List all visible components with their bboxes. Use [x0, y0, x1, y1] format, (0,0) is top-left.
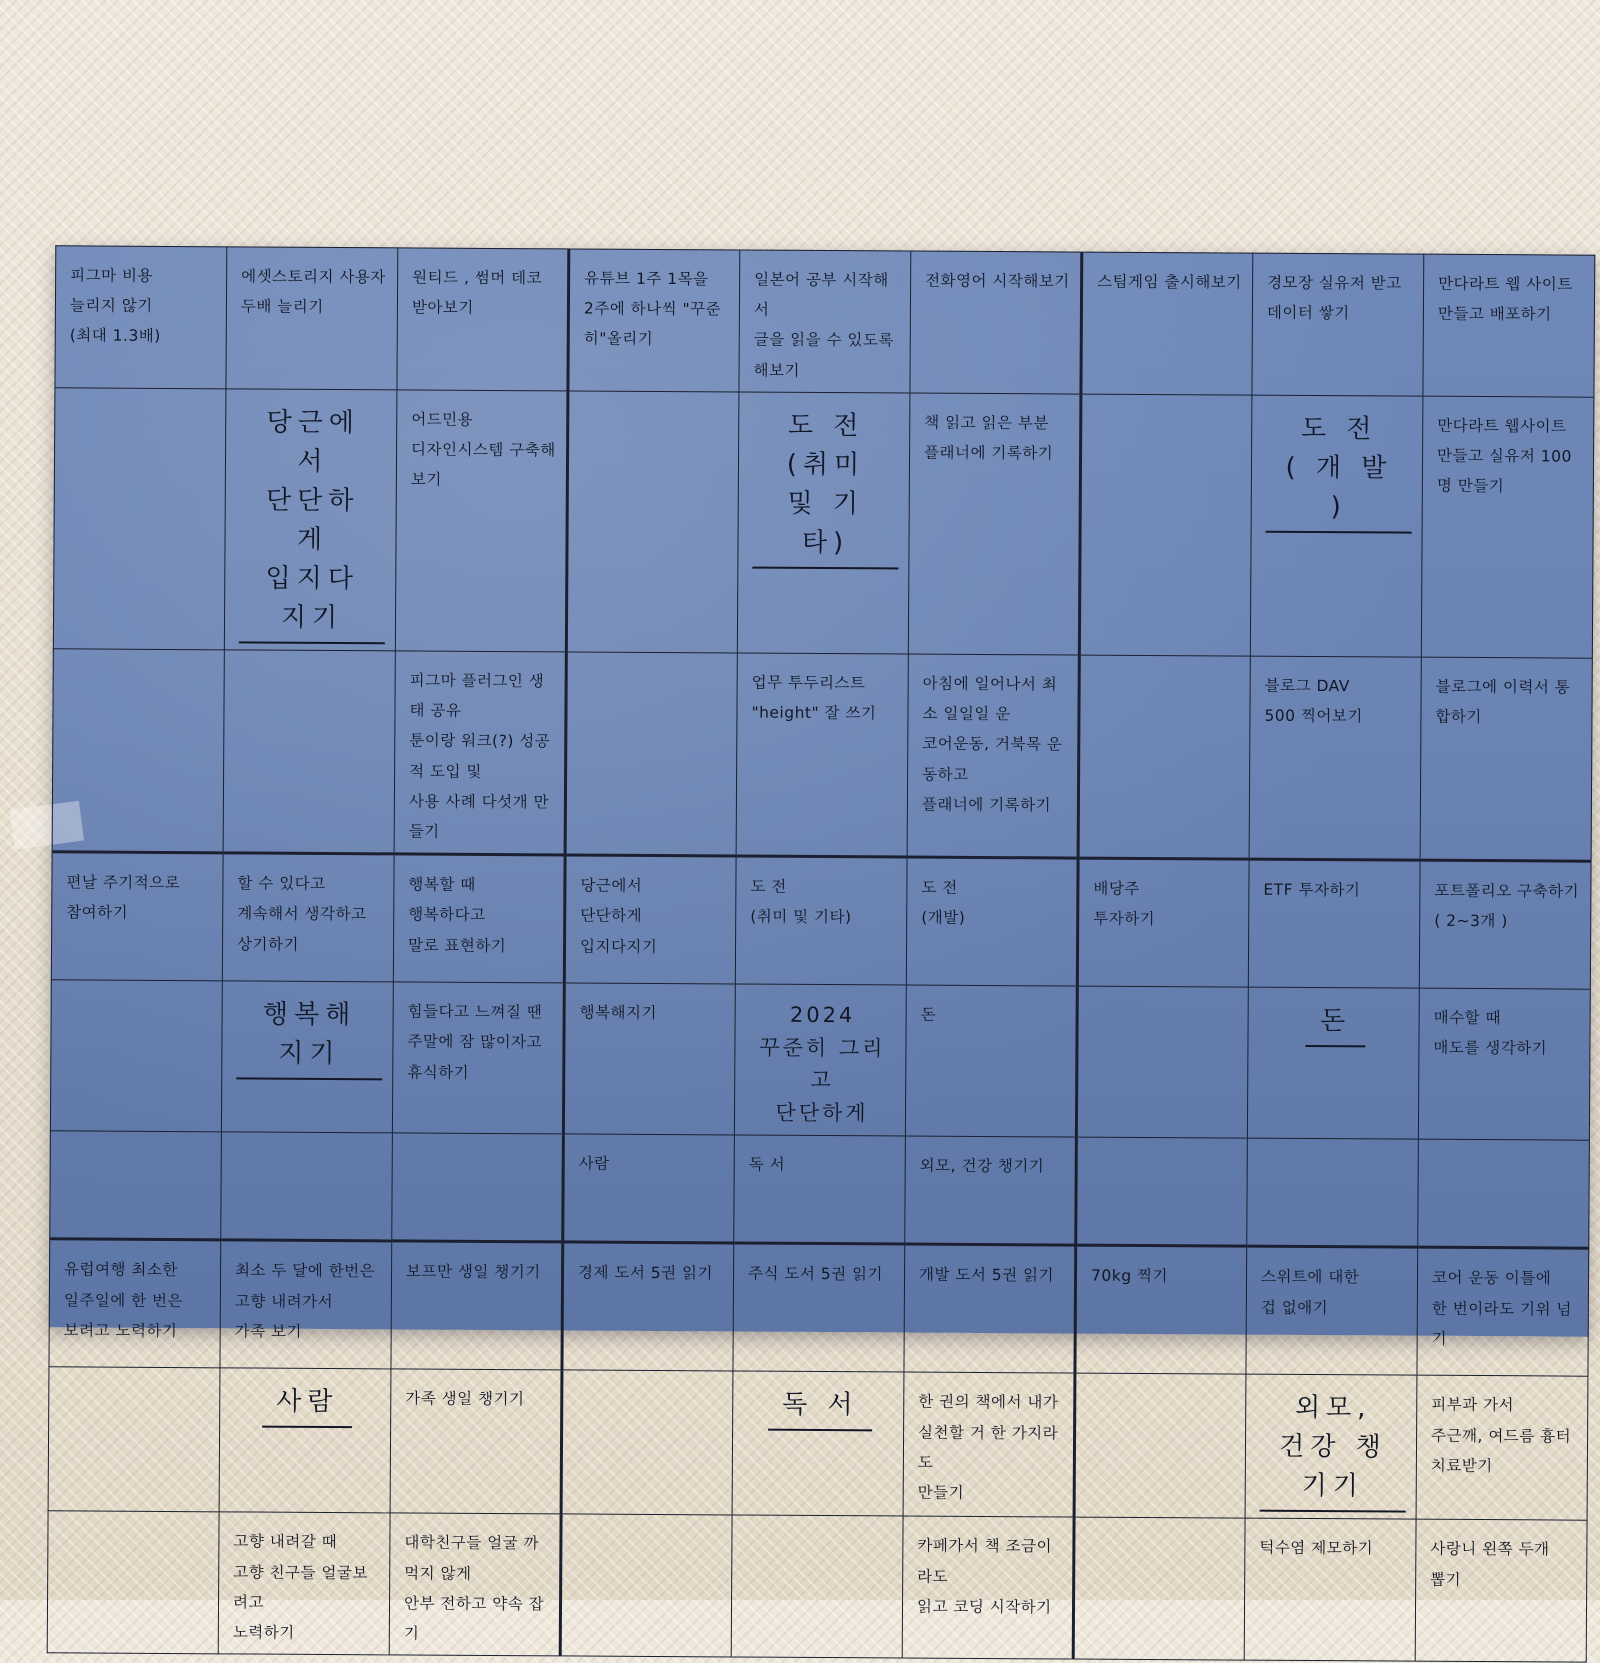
- cell-text: [1090, 1388, 1235, 1389]
- cell-text: 어드민용 디자인시스템 구축해보기: [410, 410, 556, 489]
- mandalart-cell: [392, 982, 564, 1134]
- mandalart-cell: [50, 980, 222, 1132]
- mandalart-cell: [1252, 253, 1424, 396]
- cell-text: [239, 664, 385, 665]
- mandalart-cell: [565, 652, 737, 856]
- cell-text: 업무 투두리스트 "height" 잘 쓰기: [751, 673, 877, 723]
- cell-text: 당근에서 단단하게 입지다지기: [579, 876, 658, 956]
- mandalart-cell: [1075, 1245, 1247, 1374]
- mandalart-cell: [1420, 657, 1592, 861]
- mandalart-cell: [391, 1241, 563, 1370]
- cell-text: 턱수염 제모하기: [1259, 1539, 1374, 1558]
- cell-text: 할 수 있다고 계속해서 생각하고 상기하기: [236, 874, 367, 954]
- mandalart-cell: [733, 1243, 905, 1372]
- mandalart-cell: [1423, 254, 1595, 397]
- cell-text: 피부과 가서 주근깨, 여드름 흉터 치료받기: [1430, 1396, 1572, 1475]
- mandalart-cell: [50, 1131, 222, 1240]
- cell-text: 사람: [578, 1154, 610, 1174]
- mandalart-cell: [1078, 655, 1250, 859]
- cell-text: [582, 666, 727, 667]
- mandalart-cell: [907, 654, 1079, 858]
- grid-row: [47, 1511, 1587, 1662]
- cell-text: [68, 663, 214, 664]
- cell-text: 에셋스토리지 사용자 두배 늘리기: [240, 267, 386, 317]
- cell-text: 편날 주기적으로 참여하기: [66, 873, 181, 923]
- mandalart-cell: [1419, 860, 1591, 989]
- cell-text: [62, 1526, 208, 1527]
- cell-text: 도 전 (취미 및 기타): [750, 877, 852, 927]
- mandalart-cell: [1073, 1517, 1245, 1660]
- grid-body: [47, 246, 1595, 1663]
- cell-text: 유럽여행 최소한 일주일에 한 번은 보려고 노력하기: [63, 1260, 184, 1340]
- cell-text: 도 전 ( 개 발 ): [1266, 410, 1413, 534]
- grid-row: [55, 246, 1595, 397]
- mandalart-cell: [906, 857, 1078, 986]
- cell-text: [1095, 670, 1240, 671]
- mandalart-cell: [739, 250, 911, 393]
- mandalart-cell: [563, 1134, 735, 1243]
- cell-text: [577, 1385, 722, 1386]
- cell-text: [1262, 1153, 1408, 1154]
- mandalart-cell: [1076, 986, 1248, 1138]
- cell-text: 배당주 투자하기: [1093, 879, 1156, 929]
- cell-text: 책 읽고 읽은 부분 플래너에 기록하기: [924, 413, 1054, 463]
- grid-row: [50, 1131, 1590, 1248]
- cell-text: 카페가서 책 조금이라도 읽고 코딩 시작하기: [916, 1536, 1053, 1617]
- cell-text: 매수할 때 매도를 생각하기: [1433, 1008, 1548, 1058]
- mandalart-cell: [1421, 396, 1594, 658]
- cell-text: 외모, 건강 챙기기: [919, 1156, 1045, 1176]
- cell-text: 경제 도서 5권 읽기: [577, 1263, 714, 1283]
- mandalart-cell: [1074, 1373, 1246, 1518]
- mandalart-cell: [908, 393, 1081, 655]
- cell-text: [1093, 1001, 1238, 1002]
- cell-text: [746, 1530, 892, 1531]
- mandalart-cell: [48, 1367, 220, 1512]
- cell-text: 힘들다고 느껴질 땐 주말에 잠 많이자고 휴식하기: [407, 1002, 543, 1082]
- mandalart-cell: [52, 649, 224, 853]
- mandalart-cell: [910, 251, 1082, 394]
- main-goal-cell: [734, 984, 906, 1136]
- mandalart-cell: [1081, 252, 1253, 395]
- cell-text: 돈: [1306, 1002, 1365, 1047]
- cell-text: [65, 1146, 211, 1147]
- mandalart-cell: [1244, 1518, 1416, 1661]
- cell-text: 최소 두 달에 한번은 고향 내려가서 가족 보기: [234, 1261, 376, 1341]
- mandalart-cell: [393, 854, 565, 983]
- mandalart-cell: [1249, 656, 1421, 860]
- mandalart-cell: [1079, 394, 1252, 656]
- sub-goal-cell: [221, 981, 393, 1133]
- cell-text: 한 권의 책에서 내가 실천할 거 한 가지라도 만들기: [917, 1392, 1059, 1502]
- mandalart-cell: [1246, 1246, 1418, 1375]
- sub-goal-cell: [219, 1368, 391, 1513]
- cell-text: 스팀게임 출시해보기: [1097, 272, 1242, 292]
- cell-text: ETF 투자하기: [1263, 880, 1361, 900]
- cell-text: 2024 꾸준히 그리고 단단하게: [759, 1002, 886, 1126]
- mandalart-cell: [221, 1132, 393, 1241]
- cell-text: [66, 995, 212, 996]
- cell-text: [1089, 1532, 1234, 1533]
- mandalart-cell: [222, 853, 394, 982]
- cell-text: 사람: [262, 1383, 353, 1429]
- mandalart-cell: [563, 983, 735, 1135]
- grid-row: [49, 1239, 1589, 1376]
- cell-text: 아침에 일어나서 최소 일일일 운 코어운동, 거북목 운동하고 플래너에 기록하기: [921, 674, 1063, 815]
- mandalart-cell: [394, 651, 566, 855]
- mandalart-cell: [1076, 1137, 1248, 1246]
- cell-text: 개발 도서 5권 읽기: [918, 1265, 1055, 1285]
- mandalart-cell: [903, 1372, 1075, 1517]
- mandalart-cell: [734, 1135, 906, 1244]
- grid-row: [50, 980, 1590, 1141]
- cell-text: 도 전 (취미 및 기타): [752, 406, 899, 569]
- mandalart-cell: [397, 248, 569, 391]
- mandalart-cell: [392, 1133, 564, 1242]
- mandalart-cell: [566, 391, 739, 653]
- cell-text: 가족 생일 챙기기: [405, 1389, 525, 1409]
- mandalart-cell: [226, 247, 398, 390]
- grid-row: [48, 1367, 1588, 1520]
- mandalart-cell: [51, 852, 223, 981]
- mandalart-cell: [1418, 1140, 1590, 1249]
- grid-row: [51, 852, 1591, 989]
- grid-row: [52, 649, 1592, 862]
- sub-goal-cell: [224, 389, 397, 651]
- cell-text: 고향 내려갈 때 고향 친구들 얼굴보려고 노력하기: [232, 1532, 368, 1642]
- cell-text: [407, 1148, 552, 1149]
- mandalart-cell: [1417, 1248, 1589, 1377]
- cell-text: 행복해지기: [579, 1003, 658, 1023]
- mandalart-cell: [55, 246, 227, 389]
- mandalart-cell: [905, 1136, 1077, 1245]
- sub-goal-cell: [1245, 1374, 1417, 1519]
- mandalart-cell: [904, 1244, 1076, 1373]
- cell-text: [63, 1382, 209, 1383]
- cell-text: 행복해지기: [236, 996, 383, 1081]
- mandalart-cell: [218, 1512, 390, 1655]
- sub-goal-cell: [737, 392, 910, 654]
- cell-text: 스위트에 대한 겁 없애기: [1260, 1268, 1360, 1317]
- cell-text: [583, 405, 728, 406]
- cell-text: 블로그에 이력서 통합하기: [1435, 677, 1571, 727]
- cell-text: 코어 운동 이틀에 한 번이라도 기위 넘기: [1431, 1269, 1572, 1348]
- cell-text: 원티드 , 썸머 데코 받아보기: [411, 268, 543, 318]
- sub-goal-cell: [1247, 987, 1419, 1139]
- mandalart-cell: [560, 1514, 732, 1657]
- mandalart-cell: [1247, 1138, 1419, 1247]
- mandalart-cell: [1248, 859, 1420, 988]
- sub-goal-cell: [1250, 395, 1423, 657]
- mandalart-cell: [735, 856, 907, 985]
- cell-text: [1433, 1154, 1579, 1155]
- mandalart-poster: [49, 245, 1596, 1643]
- mandalart-cell: [53, 388, 226, 650]
- mandalart-cell: [389, 1513, 561, 1656]
- cell-text: 만다라트 웹사이트 만들고 실유저 100명 만들기: [1436, 416, 1572, 496]
- mandalart-cell: [568, 249, 740, 392]
- cell-text: 피그마 플러그인 생태 공유 툰이랑 워크(?) 성공적 도입 및 사용 사례 다섯개 만들기: [408, 671, 551, 841]
- mandalart-cell: [1077, 858, 1249, 987]
- cell-text: 전화영어 시작해보기: [925, 271, 1070, 291]
- cell-text: 보프만 생일 챙기기: [405, 1262, 541, 1282]
- cell-text: [69, 402, 215, 403]
- cell-text: 블로그 DAV 500 찍어보기: [1264, 676, 1363, 726]
- mandalart-cell: [905, 985, 1077, 1137]
- sub-goal-cell: [732, 1371, 904, 1516]
- mandalart-grid: [47, 245, 1596, 1663]
- mandalart-cell: [1416, 1376, 1588, 1521]
- cell-text: 70kg 찍기: [1090, 1267, 1169, 1286]
- cell-text: [236, 1147, 382, 1148]
- mandalart-cell: [902, 1516, 1074, 1659]
- cell-text: 독 서: [748, 1155, 786, 1175]
- mandalart-cell: [220, 1240, 392, 1369]
- cell-text: [576, 1529, 721, 1530]
- mandalart-cell: [49, 1239, 221, 1368]
- mandalart-cell: [1415, 1520, 1587, 1663]
- cell-text: 피그마 비용 늘리지 않기 (최대 1.3배): [69, 266, 161, 346]
- cell-text: 포트폴리오 구축하기 ( 2~3개 ): [1434, 881, 1580, 931]
- cell-text: 행복할 때 행복하다고 말로 표현하기: [407, 875, 507, 955]
- grid-row: [53, 388, 1594, 658]
- mandalart-cell: [561, 1370, 733, 1515]
- mandalart-cell: [395, 390, 568, 652]
- cell-text: [1092, 1152, 1237, 1153]
- cell-text: 만다라트 웹 사이트 만들고 배포하기: [1437, 274, 1573, 324]
- cell-text: 외모, 건강 챙기기: [1260, 1389, 1407, 1513]
- mandalart-cell: [223, 650, 395, 854]
- cell-text: [1096, 409, 1241, 410]
- cell-text: 독 서: [768, 1386, 873, 1432]
- mandalart-cell: [47, 1511, 219, 1654]
- cell-text: 돈: [920, 1005, 937, 1024]
- cell-text: 유튜브 1주 1목을 2주에 하나씩 "꾸준히"올리기: [583, 269, 722, 349]
- mandalart-cell: [731, 1515, 903, 1658]
- mandalart-cell: [564, 855, 736, 984]
- cell-text: 주식 도서 5권 읽기: [747, 1264, 884, 1284]
- mandalart-cell: [1418, 988, 1590, 1140]
- cell-text: 일본어 공부 시작해서 글을 읽을 수 있도록 해보기: [753, 270, 894, 380]
- mandalart-cell: [390, 1369, 562, 1514]
- cell-text: 사랑니 왼쪽 두개 뽑기: [1430, 1540, 1550, 1589]
- cell-text: 도 전 (개발): [921, 878, 966, 928]
- cell-text: 경모장 실유저 받고 데이터 쌓기: [1266, 273, 1402, 323]
- mandalart-cell: [736, 653, 908, 857]
- mandalart-cell: [562, 1242, 734, 1371]
- cell-text: 대학친구들 얼굴 까먹지 않게 안부 전하고 약속 잡기: [403, 1533, 545, 1643]
- cell-text: 당근에서 단단하게 입지다지기: [239, 403, 386, 644]
